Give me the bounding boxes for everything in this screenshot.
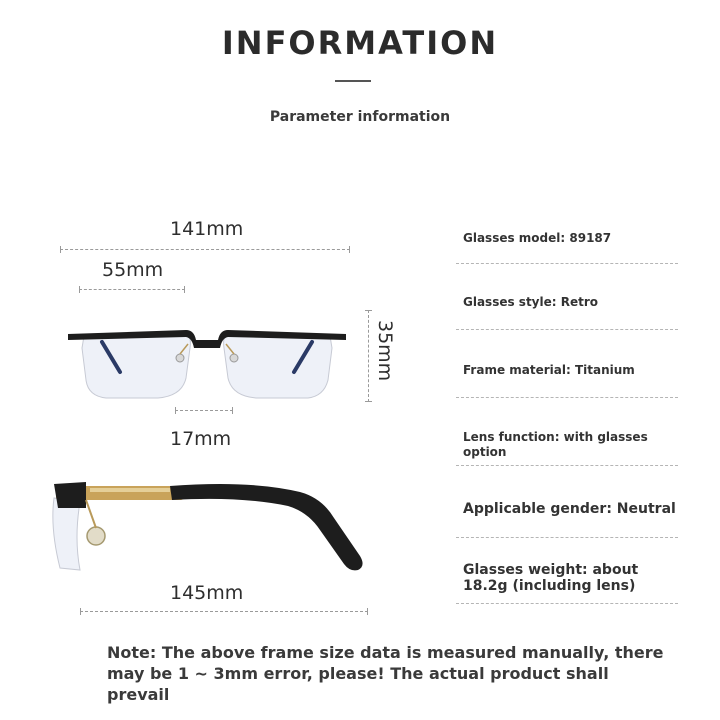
param-divider	[456, 465, 678, 466]
param-style: Glasses style: Retro	[463, 295, 599, 309]
param-model: Glasses model: 89187	[463, 231, 612, 245]
lens-height-line	[368, 310, 369, 402]
param-divider	[456, 329, 678, 330]
param-divider	[456, 603, 678, 604]
temple-length-line	[80, 611, 368, 612]
lens-height-label: 35mm	[374, 320, 396, 382]
param-material: Frame material: Titanium	[463, 363, 635, 377]
param-divider	[456, 397, 678, 398]
param-lens-function: Lens function: with glasses option	[463, 430, 648, 459]
bridge-width-line	[175, 410, 233, 411]
total-width-line	[60, 249, 350, 250]
param-divider	[456, 263, 678, 264]
glasses-side-image	[50, 478, 380, 588]
param-weight: Glasses weight: about 18.2g (including lens)	[463, 562, 639, 594]
total-width-label: 141mm	[170, 218, 244, 240]
param-gender: Applicable gender: Neutral	[463, 501, 676, 517]
lens-width-label: 55mm	[102, 259, 164, 281]
temple-length-label: 145mm	[170, 582, 244, 604]
title-divider	[335, 80, 371, 82]
disclaimer-note: Note: The above frame size data is measured manually, there may be 1 ~ 3mm error, please! The actual product shall prevail	[107, 643, 664, 704]
glasses-front-image	[62, 322, 352, 406]
lens-width-line	[79, 289, 185, 290]
bridge-width-label: 17mm	[170, 428, 232, 450]
page-title: INFORMATION	[221, 24, 499, 62]
param-divider	[456, 537, 678, 538]
page-subtitle: Parameter information	[269, 109, 451, 125]
